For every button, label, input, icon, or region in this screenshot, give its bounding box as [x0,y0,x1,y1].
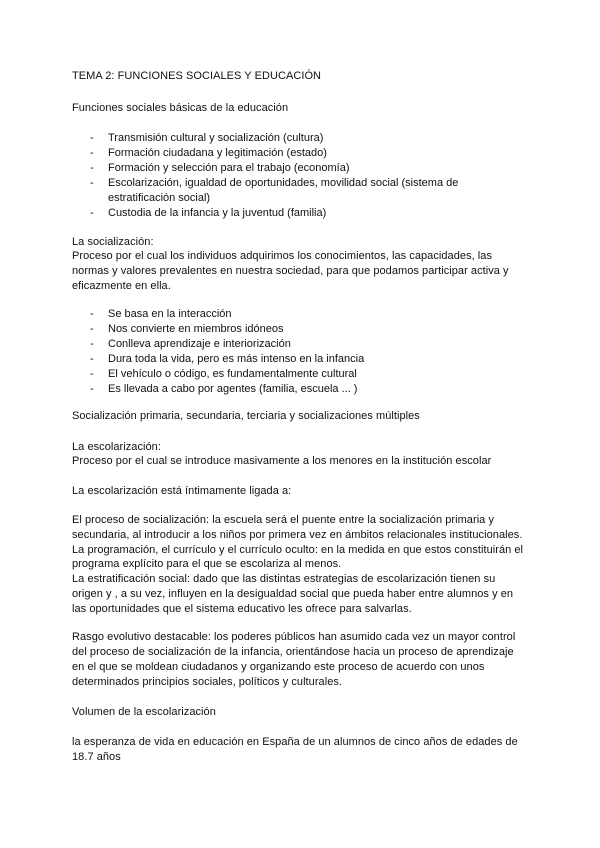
escolarizacion-definition: Proceso por el cual se introduce masivamente a los menores en la institución escolar [72,455,492,467]
list-bullet: - [90,132,94,144]
list-bullet: - [90,162,94,174]
list-bullet: - [90,338,94,350]
escolarizacion-paragraph-line: las oportunidades que el sistema educativo les ofrece para salvarlas. [72,603,412,615]
list-bullet: - [90,368,94,380]
list-item: El vehículo o código, es fundamentalmente cultural [108,368,357,380]
document-title: TEMA 2: FUNCIONES SOCIALES Y EDUCACIÓN [72,70,322,82]
rasgo-line: determinados principios sociales, políticos y culturales. [72,676,343,688]
list-bullet: - [90,147,94,159]
funciones-heading: Funciones sociales básicas de la educación [72,102,289,114]
escolarizacion-paragraph-line: El proceso de socialización: la escuela será el puente entre la socialización primaria y [72,514,495,526]
rasgo-line: del proceso de socialización de la infancia, orientándose hacia un proceso de aprendizaje [72,646,514,658]
list-item: Conlleva aprendizaje e interiorización [108,338,291,350]
escolarizacion-paragraph-line: secundaria, al introducir a los niños por primera vez en ámbitos relacionales institucionales. [72,529,523,541]
list-item-continuation: estratificación social) [108,192,211,204]
socializacion-types: Socialización primaria, secundaria, terciaria y socializaciones múltiples [72,410,420,422]
list-item: Escolarización, igualdad de oportunidades, movilidad social (sistema de [108,177,459,189]
list-bullet: - [90,353,94,365]
escolarizacion-ligada: La escolarización está íntimamente ligada a: [72,485,292,497]
escolarizacion-paragraph-line: programa explícito para el que se escolariza al menos. [72,558,342,570]
list-item: Formación ciudadana y legitimación (estado) [108,147,327,159]
volumen-text-line: 18.7 años [72,751,121,763]
list-bullet: - [90,323,94,335]
list-item: Dura toda la vida, pero es más intenso en la infancia [108,353,365,365]
socializacion-heading: La socialización: [72,236,154,248]
socializacion-definition-line: Proceso por el cual los individuos adquirimos los conocimientos, las capacidades, las [72,250,493,262]
rasgo-line: en el que se moldean ciudadanos y organizando este proceso de acuerdo con unos [72,661,485,673]
escolarizacion-paragraph-line: La programación, el currículo y el currículo oculto: en la medida en que estos constituirán el [72,544,524,556]
socializacion-definition-line: eficazmente en ella. [72,280,171,292]
volumen-text-line: la esperanza de vida en educación en España de un alumnos de cinco años de edades de [72,736,518,748]
socializacion-definition-line: normas y valores prevalentes en nuestra sociedad, para que podamos participar activa y [72,265,509,277]
list-item: Nos convierte en miembros idóneos [108,323,284,335]
rasgo-line: Rasgo evolutivo destacable: los poderes públicos han asumido cada vez un mayor control [72,631,516,643]
list-item: Custodia de la infancia y la juventud (familia) [108,207,327,219]
list-item: Es llevada a cabo por agentes (familia, escuela ... ) [108,383,358,395]
volumen-heading: Volumen de la escolarización [72,706,216,718]
list-item: Transmisión cultural y socialización (cultura) [108,132,324,144]
list-bullet: - [90,177,94,189]
escolarizacion-paragraph-line: La estratificación social: dado que las distintas estrategias de escolarización tienen su [72,573,496,585]
list-item: Se basa en la interacción [108,308,232,320]
escolarizacion-heading: La escolarización: [72,441,161,453]
list-item: Formación y selección para el trabajo (economía) [108,162,350,174]
list-bullet: - [90,383,94,395]
list-bullet: - [90,308,94,320]
escolarizacion-paragraph-line: origen y , a su vez, influyen en la desigualdad social que pueda haber entre alumnos y en [72,588,514,600]
list-bullet: - [90,207,94,219]
